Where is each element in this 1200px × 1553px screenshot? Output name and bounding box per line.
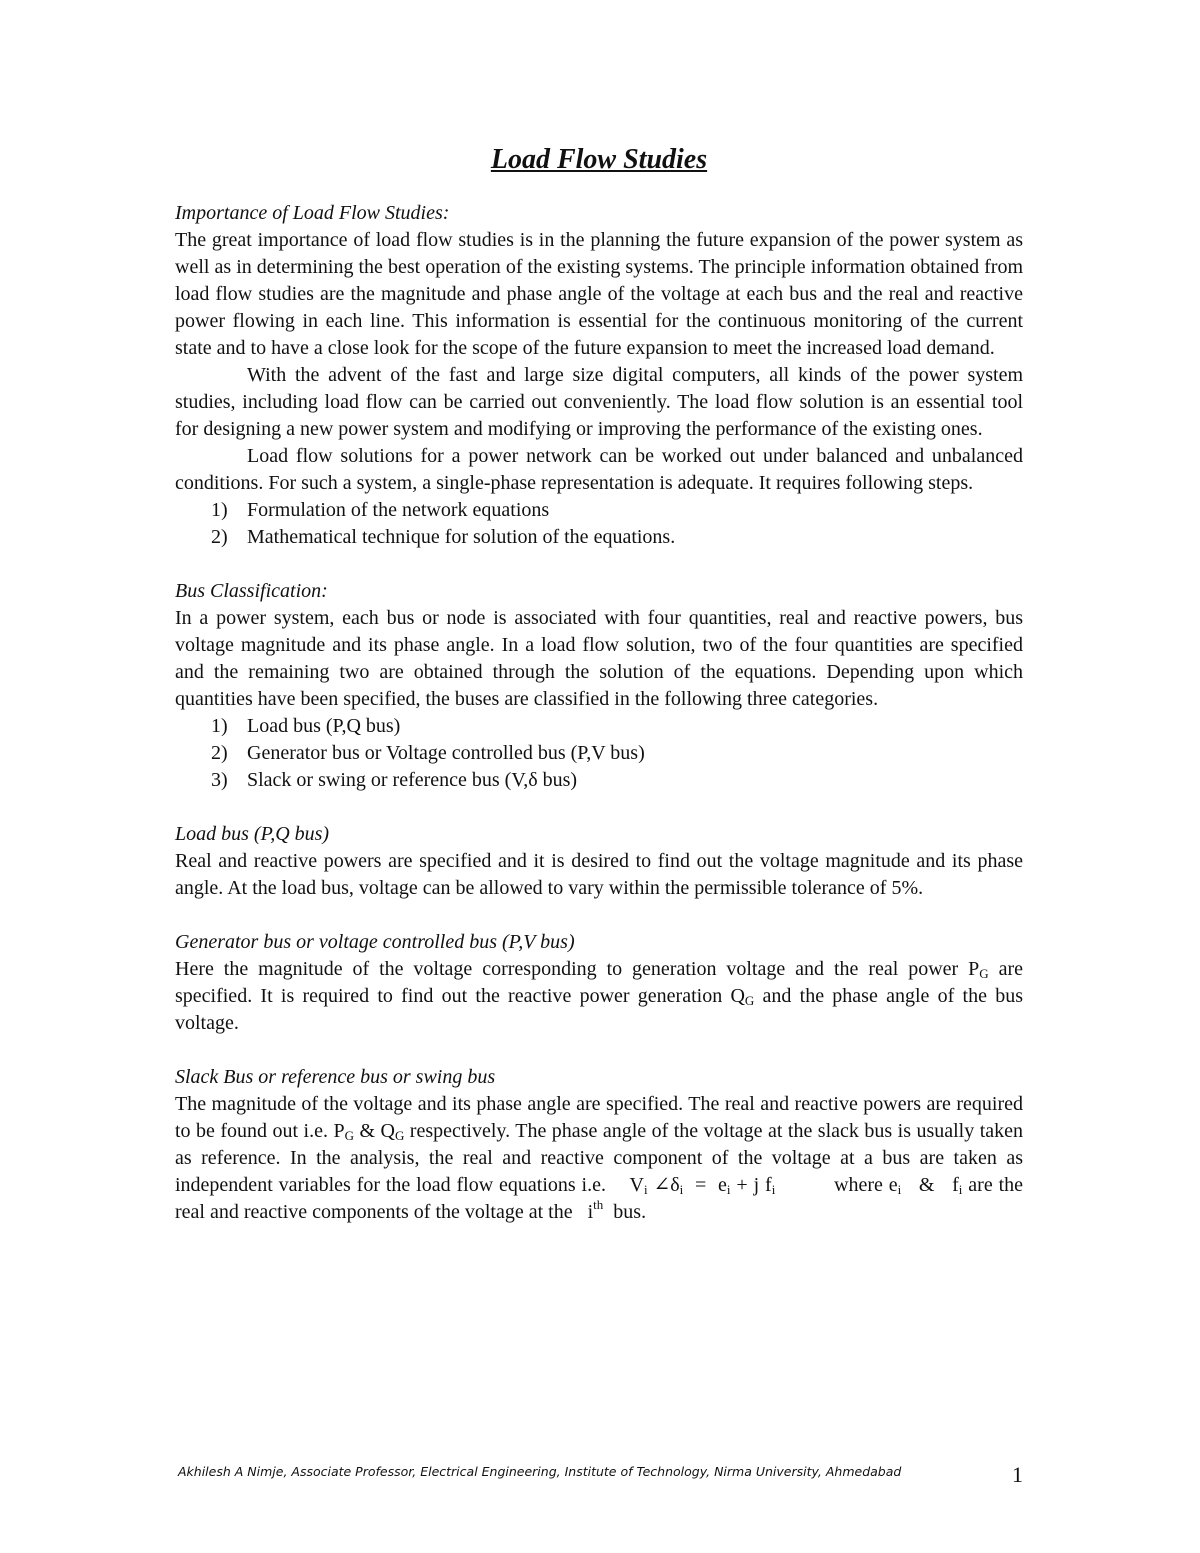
text-run: bus.: [613, 1201, 647, 1223]
paragraph-importance: The great importance of load flow studies is in the planning the future expansion of the power system as well as in determining the best operation of the existing systems. The principle information obtained from load flow studies are the magnitude and phase angle of the voltage at each bus and the real and reactive power flowing in each line. This information is essential for the continuous monitoring of the current state and to have a close look for the scope of the future expansion to meet the increased load demand.: [175, 229, 1023, 359]
list-text: Slack or swing or reference bus (V,δ bus): [247, 769, 578, 791]
list-text: Formulation of the network equations: [247, 499, 550, 521]
paragraph-generator-bus: [175, 956, 1023, 1037]
text-run: The magnitude of the voltage and its phase angle are specified. The real and reactive powers are required to be found out i.e. P: [175, 1093, 1023, 1142]
subscript: i: [726, 1182, 731, 1197]
subscript: G: [394, 1128, 405, 1143]
paragraph-solutions: Load flow solutions for a power network can be worked out under balanced and unbalanced conditions. For such a system, a single-phase representation is adequate. It requires following steps.: [175, 445, 1023, 494]
list-item: [175, 497, 1023, 524]
list-item: [175, 740, 1023, 767]
eq-v: V: [629, 1174, 644, 1196]
list-number: 2): [211, 742, 228, 764]
section-heading-load-bus: Load bus (P,Q bus): [175, 823, 330, 845]
list-item: [175, 767, 1023, 794]
paragraph-slack-bus: [175, 1091, 1023, 1226]
eq-equals: =: [695, 1174, 707, 1196]
page-title: Load Flow Studies: [490, 144, 708, 175]
text-run: i: [587, 1201, 594, 1223]
subscript: i: [958, 1182, 963, 1197]
text-run: are the real and reactive components of the voltage at the: [175, 1174, 1024, 1223]
eq-angle: ∠δ: [653, 1174, 680, 1196]
text-run: &: [918, 1174, 935, 1196]
text-run: Here the magnitude of the voltage corresponding to generation voltage and the real power P: [175, 958, 980, 980]
list-text: Load bus (P,Q bus): [247, 715, 401, 737]
steps-list: [175, 497, 1023, 551]
subscript: G: [744, 993, 755, 1008]
eq-e: e: [718, 1174, 727, 1196]
paragraph-computers: With the advent of the fast and large size digital computers, all kinds of the power system studies, including load flow can be carried out conveniently. The load flow solution is an essential tool for designing a new power system and modifying or improving the performance of the existing ones.: [175, 364, 1023, 440]
list-number: 3): [211, 769, 228, 791]
eq-plus-j: + j: [736, 1174, 760, 1196]
categories-list: [175, 713, 1023, 794]
list-text: Generator bus or Voltage controlled bus (P,V bus): [247, 742, 645, 764]
superscript: th: [593, 1197, 604, 1212]
list-number: 1): [211, 499, 228, 521]
subscript: G: [979, 966, 989, 981]
list-item: [175, 713, 1023, 740]
list-number: 1): [211, 715, 228, 737]
subscript: i: [897, 1182, 902, 1197]
paragraph-load-bus: Real and reactive powers are specified and it is desired to find out the voltage magnitude and its phase angle. At the load bus, voltage can be allowed to vary within the permissible tolerance of 5%.: [175, 850, 1023, 899]
text-run: & Q: [353, 1120, 395, 1142]
text-run: where e: [834, 1174, 898, 1196]
subscript: i: [679, 1182, 684, 1197]
text-run: and the phase angle of the bus voltage.: [175, 985, 1023, 1034]
section-heading-slack-bus: Slack Bus or reference bus or swing bus: [175, 1066, 496, 1088]
list-text: Mathematical technique for solution of the equations.: [247, 526, 676, 548]
text-run: f: [952, 1174, 959, 1196]
subscript: i: [643, 1182, 648, 1197]
text-run: are specified. It is required to find out the reactive power generation Q: [175, 958, 1023, 1007]
equation: [629, 1174, 775, 1196]
section-heading-generator-bus: Generator bus or voltage controlled bus (P,V bus): [175, 931, 575, 953]
section-heading-importance: Importance of Load Flow Studies:: [175, 202, 450, 224]
text-run: respectively. The phase angle of the voltage at the slack bus is usually taken as reference. In the analysis, the real and reactive component of the voltage at a bus are taken as independent variables for the load flow equations i.e.: [175, 1120, 1024, 1196]
list-item: [175, 524, 1023, 551]
eq-f: f: [765, 1174, 772, 1196]
subscript: G: [344, 1128, 354, 1143]
page-footer: Akhilesh A Nimje, Associate Professor, Electrical Engineering, Institute of Technology, Nirma University, Ahmedabad: [178, 1464, 902, 1479]
paragraph-bus-classification: In a power system, each bus or node is associated with four quantities, real and reactive powers, bus voltage magnitude and its phase angle. In a load flow solution, two of the four quantities are specified and the remaining two are obtained through the solution of the equations. Depending upon which quantities have been specified, the buses are classified in the following three categories.: [175, 607, 1023, 710]
subscript: i: [771, 1182, 776, 1197]
page-number: 1: [1012, 1462, 1023, 1487]
page-content: [175, 140, 1023, 1226]
section-heading-bus-classification: Bus Classification:: [175, 580, 328, 602]
list-number: 2): [211, 526, 228, 548]
